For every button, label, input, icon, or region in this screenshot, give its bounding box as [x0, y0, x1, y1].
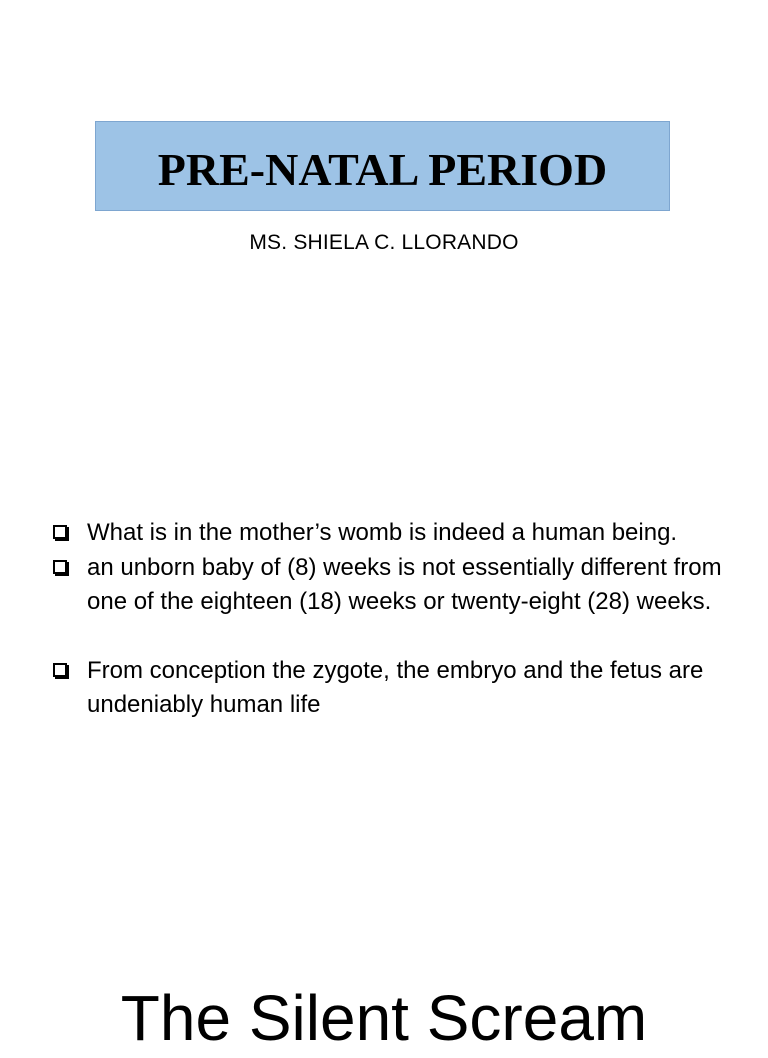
bullet-item: [50, 516, 750, 551]
title-box: [95, 121, 670, 211]
bullet-item: [50, 654, 750, 723]
checkbox-square-icon: [53, 663, 67, 677]
bullet-text: What is in the mother’s womb is indeed a human being.: [87, 519, 678, 546]
bullet-text: From conception the zygote, the embryo and the fetus are undeniably human life: [87, 656, 704, 718]
author-name: MS. SHIELA C. LLORANDO: [249, 231, 519, 254]
next-slide-title: The Silent Scream: [120, 982, 648, 1054]
slide-title: PRE-NATAL PERIOD: [157, 143, 608, 195]
bullet-item: [50, 551, 750, 620]
bullet-list: [50, 516, 750, 723]
bullet-text: an unborn baby of (8) weeks is not essentially different from one of the eighteen (18) weeks or twenty-eight (28) weeks.: [87, 553, 722, 615]
checkbox-square-icon: [53, 560, 67, 574]
checkbox-square-icon: [53, 525, 67, 539]
